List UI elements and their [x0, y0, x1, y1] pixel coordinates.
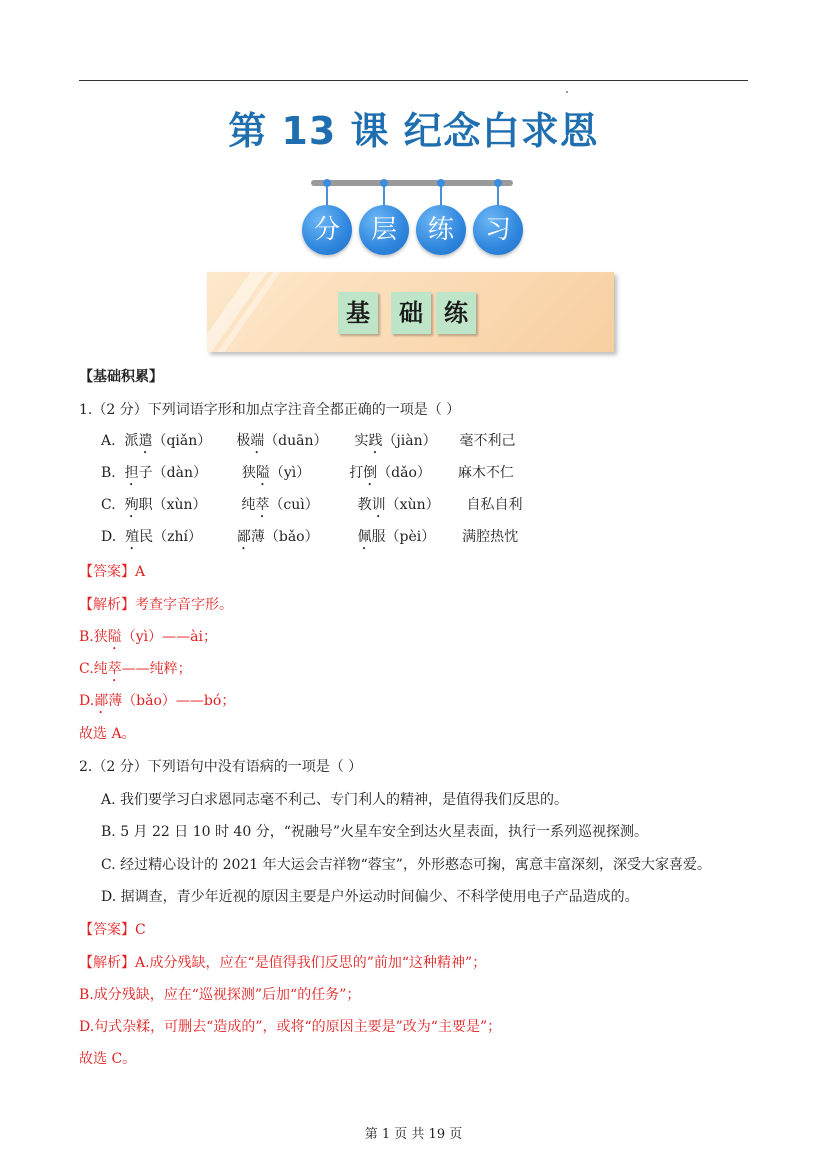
badge-xi: 习 [473, 205, 523, 255]
section-label: 【基础积累】 [79, 369, 163, 385]
word-part: 极 [236, 433, 251, 449]
badge-lian: 练 [416, 205, 466, 255]
page-title: 第 13 课 纪念白求恩 [228, 109, 599, 153]
q1-analysis: 【解析】考查字音字形。 [79, 597, 233, 613]
q1-stem: 1.（2 分）下列词语字形和加点字注音全都正确的一项是（ ） [79, 402, 461, 418]
q2-analysis-b: B.成分残缺，应在“巡视探测”后加“的任务”； [79, 987, 361, 1003]
dotted-char: 鄙 [94, 693, 109, 709]
word-part: （qiǎn） [152, 433, 212, 449]
option-label: B. [101, 465, 116, 481]
decorative-dot [566, 91, 568, 93]
text-part: 薄（bǎo）——bó； [108, 693, 236, 709]
badge-hanger-bar [311, 180, 513, 186]
q2-analysis: 【解析】A.成分残缺，应在“是值得我们反思的”前加“这种精神”； [79, 955, 487, 971]
text-part: （yì）——ài； [121, 629, 217, 645]
header-rule [79, 80, 748, 81]
q1-analysis-d [79, 692, 235, 717]
text-part: ——纯粹； [121, 661, 192, 677]
q1-analysis-b [79, 628, 217, 653]
section-banner [207, 272, 614, 352]
word-part: 民（zhí） [139, 529, 202, 545]
word-part: 子（dàn） [138, 465, 207, 481]
word-part: （duān） [264, 433, 328, 449]
option-label: C. [101, 497, 116, 513]
q1-answer: 【答案】A [79, 564, 146, 580]
dotted-char: 践 [368, 433, 383, 449]
dotted-char: 隘 [255, 465, 270, 481]
dotted-char: 担 [124, 465, 139, 481]
word-part: 打 [349, 465, 364, 481]
dotted-char: 萃 [107, 661, 122, 677]
dotted-char: 隘 [107, 629, 122, 645]
word-part: （dǎo） [377, 465, 431, 481]
word-part: 职（xùn） [138, 497, 207, 513]
dotted-char: 遣 [138, 433, 153, 449]
q1-conclusion: 故选 A。 [79, 726, 136, 742]
q2-option-b: B. 5 月 22 日 10 时 40 分，“祝融号”火星车安全到达火星表面，执行一系列巡视探测。 [101, 824, 649, 840]
q1-option-a [101, 432, 516, 457]
q2-stem: 2.（2 分）下列语句中没有语病的一项是（ ） [79, 759, 363, 775]
dotted-char: 训 [371, 497, 386, 513]
word-part: 麻木不仁 [457, 465, 514, 481]
badge-ceng: 层 [359, 205, 409, 255]
word-part: 狭 [241, 465, 256, 481]
q1-option-c [101, 496, 523, 521]
dotted-char: 端 [250, 433, 265, 449]
banner-gloss [207, 272, 270, 352]
q1-option-b [101, 464, 514, 489]
option-label: D. [101, 529, 117, 545]
badge-fen: 分 [302, 205, 352, 255]
q2-answer: 【答案】C [79, 922, 146, 938]
dotted-char: 佩 [357, 529, 372, 545]
text-part: B.狭 [79, 629, 108, 645]
dotted-char: 殉 [124, 497, 139, 513]
text-part: C.纯 [79, 661, 108, 677]
text-part: D. [79, 693, 95, 709]
word-part: 服（pèi） [371, 529, 436, 545]
word-part: 派 [124, 433, 139, 449]
word-part: 教 [357, 497, 372, 513]
dotted-char: 鄙 [236, 529, 251, 545]
word-part: 薄（bǎo） [250, 529, 319, 545]
q1-analysis-c [79, 660, 192, 685]
q2-option-d: D. 据调查，青少年近视的原因主要是户外运动时间偏少、不科学使用电子产品造成的。 [101, 889, 639, 905]
q2-analysis-d: D.句式杂糅，可删去“造成的”，或将“的原因主要是”改为“主要是”； [79, 1019, 502, 1035]
dotted-char: 倒 [363, 465, 378, 481]
q2-conclusion: 故选 C。 [79, 1051, 137, 1067]
word-part: 实 [354, 433, 369, 449]
word-part: 纯 [241, 497, 256, 513]
q1-option-d [101, 528, 518, 553]
banner-tile-lian: 练 [436, 292, 476, 334]
banner-tile-ji: 基 [338, 292, 378, 334]
word-part: （jiàn） [382, 433, 437, 449]
q2-option-a: A. 我们要学习白求恩同志毫不利己、专门利人的精神，是值得我们反思的。 [101, 792, 569, 808]
option-label: A. [101, 433, 116, 449]
dotted-char: 萃 [255, 497, 270, 513]
word-part: （xùn） [385, 497, 440, 513]
word-part: 满腔热忱 [462, 529, 519, 545]
word-part: 自私自利 [466, 497, 523, 513]
q2-option-c: C. 经过精心设计的 2021 年大运会吉祥物“蓉宝”，外形憨态可掬，寓意丰富深刻，深受大家喜爱。 [101, 857, 711, 873]
banner-tile-chu: 础 [391, 292, 431, 334]
word-part: 毫不利己 [459, 433, 516, 449]
dotted-char: 殖 [125, 529, 140, 545]
word-part: （cuì） [269, 497, 319, 513]
page-footer: 第 1 页 共 19 页 [364, 1127, 463, 1142]
word-part: （yì） [269, 465, 311, 481]
